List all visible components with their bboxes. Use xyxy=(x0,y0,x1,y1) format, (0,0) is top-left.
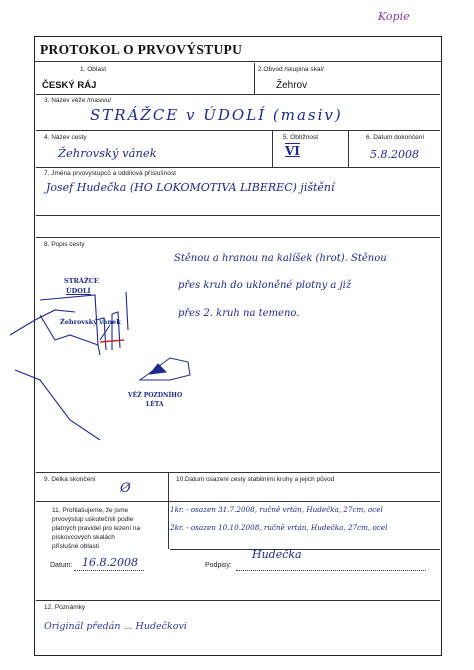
osazeni-line: 1kr. - osazen 31.7.2008, ručně vrtán, Hudečka, 27cm, ocel xyxy=(170,505,383,514)
divider xyxy=(36,215,440,216)
nazev-veze-label: 3. Název věže /masivu/ xyxy=(44,97,112,104)
divider xyxy=(34,61,442,62)
divider xyxy=(36,130,440,131)
oblast-value: ČESKÝ RÁJ xyxy=(42,80,97,91)
divider xyxy=(348,131,349,167)
divider xyxy=(168,502,169,549)
sketch-label-straze: STRÁŽCE xyxy=(64,277,99,285)
datum-dokonceni-value: 5.8.2008 xyxy=(370,148,419,161)
datum-dokonceni-label: 6. Datum dokončení xyxy=(366,134,425,141)
datum-value: 16.8.2008 xyxy=(82,556,138,569)
poznamky-label: 12. Poznámky xyxy=(44,604,86,611)
datum-label: Datum: xyxy=(50,562,73,569)
prohlaseni-label xyxy=(52,506,166,551)
podpisy-label: Podpisy: xyxy=(205,562,232,569)
prohlaseni-line: příslušné oblasti xyxy=(52,543,99,550)
prohlaseni-line: 11. Prohlašujeme, že jsme xyxy=(52,507,129,514)
nazev-cesty-value: Žehrovský vánek xyxy=(58,146,157,160)
nazev-cesty-label: 4. Název cesty xyxy=(44,134,87,141)
divider xyxy=(74,570,144,571)
oblast-label: 1. Oblast xyxy=(80,66,107,73)
sketch-label-vez1: VĚŽ POZDNÍHO xyxy=(128,392,183,399)
sketch-label-udoli: ÚDOLÍ xyxy=(66,287,91,295)
route-sketch xyxy=(0,240,220,440)
popis-line: přes 2. kruh na temeno. xyxy=(178,308,300,319)
popis-line: přes kruh do ukloněné plotny a již xyxy=(178,280,352,291)
divider xyxy=(36,167,440,168)
divider xyxy=(36,600,440,601)
signature: Hudečka xyxy=(252,548,302,561)
obvod-value: Žehrov xyxy=(276,80,308,91)
divider xyxy=(36,501,440,502)
popis-cesty-label: 8. Popis cesty xyxy=(44,241,85,248)
divider xyxy=(170,549,440,550)
obtiznost-label: 5. Obtížnost xyxy=(283,134,319,141)
osazeni-line: 2kr. - osazen 10.10.2008, ručně vrtán, Hudečka, 27cm, ocel xyxy=(170,523,388,532)
obtiznost-value: VI xyxy=(285,144,300,158)
obvod-label: 2.Obvod /skupina skal/ xyxy=(258,66,324,73)
poznamky-value: Originál předán ... Hudečkovi xyxy=(44,621,187,632)
divider xyxy=(272,131,273,167)
kopie-stamp: Kopie xyxy=(378,10,410,23)
divider xyxy=(254,63,255,94)
prohlaseni-line: pískovcových skalách xyxy=(52,534,115,541)
page-title: PROTOKOL O PRVOVÝSTUPU xyxy=(40,42,243,57)
sketch-label-route: Žehrovský vánek xyxy=(60,318,121,326)
divider xyxy=(36,472,440,473)
delka-skoku-value: Ø xyxy=(120,481,131,496)
prvovystupci-value: Josef Hudečka (HO LOKOMOTIVA LIBEREC) jištění xyxy=(46,181,335,194)
sketch-label-vez2: LÉTA xyxy=(146,401,164,408)
nazev-veze-value: STRÁŽCE v ÚDOLÍ (masiv) xyxy=(90,106,343,124)
prvovystupci-label: 7. Jména prvovýstupců a oddílová příslušnost xyxy=(44,170,176,177)
delka-skoku-label: 9. Délka skončení xyxy=(44,476,96,483)
divider xyxy=(36,237,440,238)
divider xyxy=(168,473,169,501)
osazeni-label: 10.Datum osazení cesty stabilními kruhy a jejich původ xyxy=(176,476,335,483)
divider xyxy=(36,94,440,95)
popis-line: Stěnou a hranou na kalíšek (hrot). Stěnou xyxy=(174,253,387,264)
prohlaseni-line: platných pravidel pro lezení na xyxy=(52,525,141,532)
prohlaseni-line: prvovýstup uskutečnili podle xyxy=(52,516,134,523)
divider xyxy=(236,570,426,571)
